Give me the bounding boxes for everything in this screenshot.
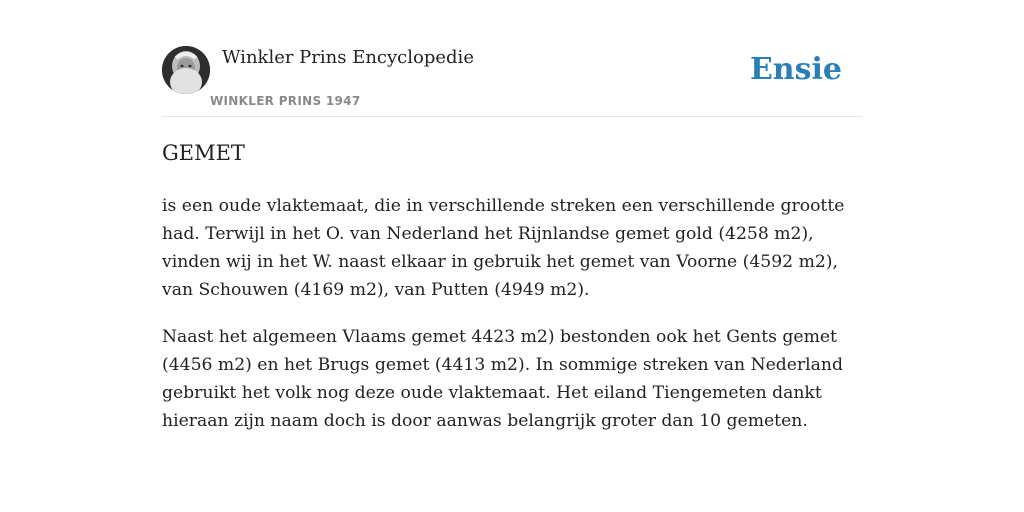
body-paragraph: is een oude vlaktemaat, die in verschillende streken een verschillende grootte had. Terwijl in het O. van Nederland het Rijnlandse gemet gold (4258 m2), vinden wij in het W. naast elkaar in gebruik het gemet van Voorne (4592 m2), van Schouwen (4169 m2), van Putten (4949 m2). bbox=[162, 196, 845, 300]
author-avatar[interactable] bbox=[162, 46, 210, 94]
entry-title: GEMET bbox=[162, 141, 245, 165]
entry-body bbox=[162, 192, 862, 454]
book-title[interactable]: Winkler Prins Encyclopedie bbox=[222, 47, 474, 68]
header bbox=[162, 46, 862, 117]
portrait-image bbox=[162, 46, 210, 94]
source-label[interactable]: WINKLER PRINS 1947 bbox=[210, 94, 361, 108]
body-paragraph: Naast het algemeen Vlaams gemet 4423 m2) bestonden ook het Gents gemet (4456 m2) en het Brugs gemet (4413 m2). In sommige streken van Nederland gebruikt het volk nog deze oude vlaktemaat. Het eiland Tiengemeten dankt hieraan zijn naam doch is door aanwas belangrijk groter dan 10 gemeten. bbox=[162, 327, 843, 431]
brand-logo[interactable]: Ensie bbox=[749, 52, 842, 87]
